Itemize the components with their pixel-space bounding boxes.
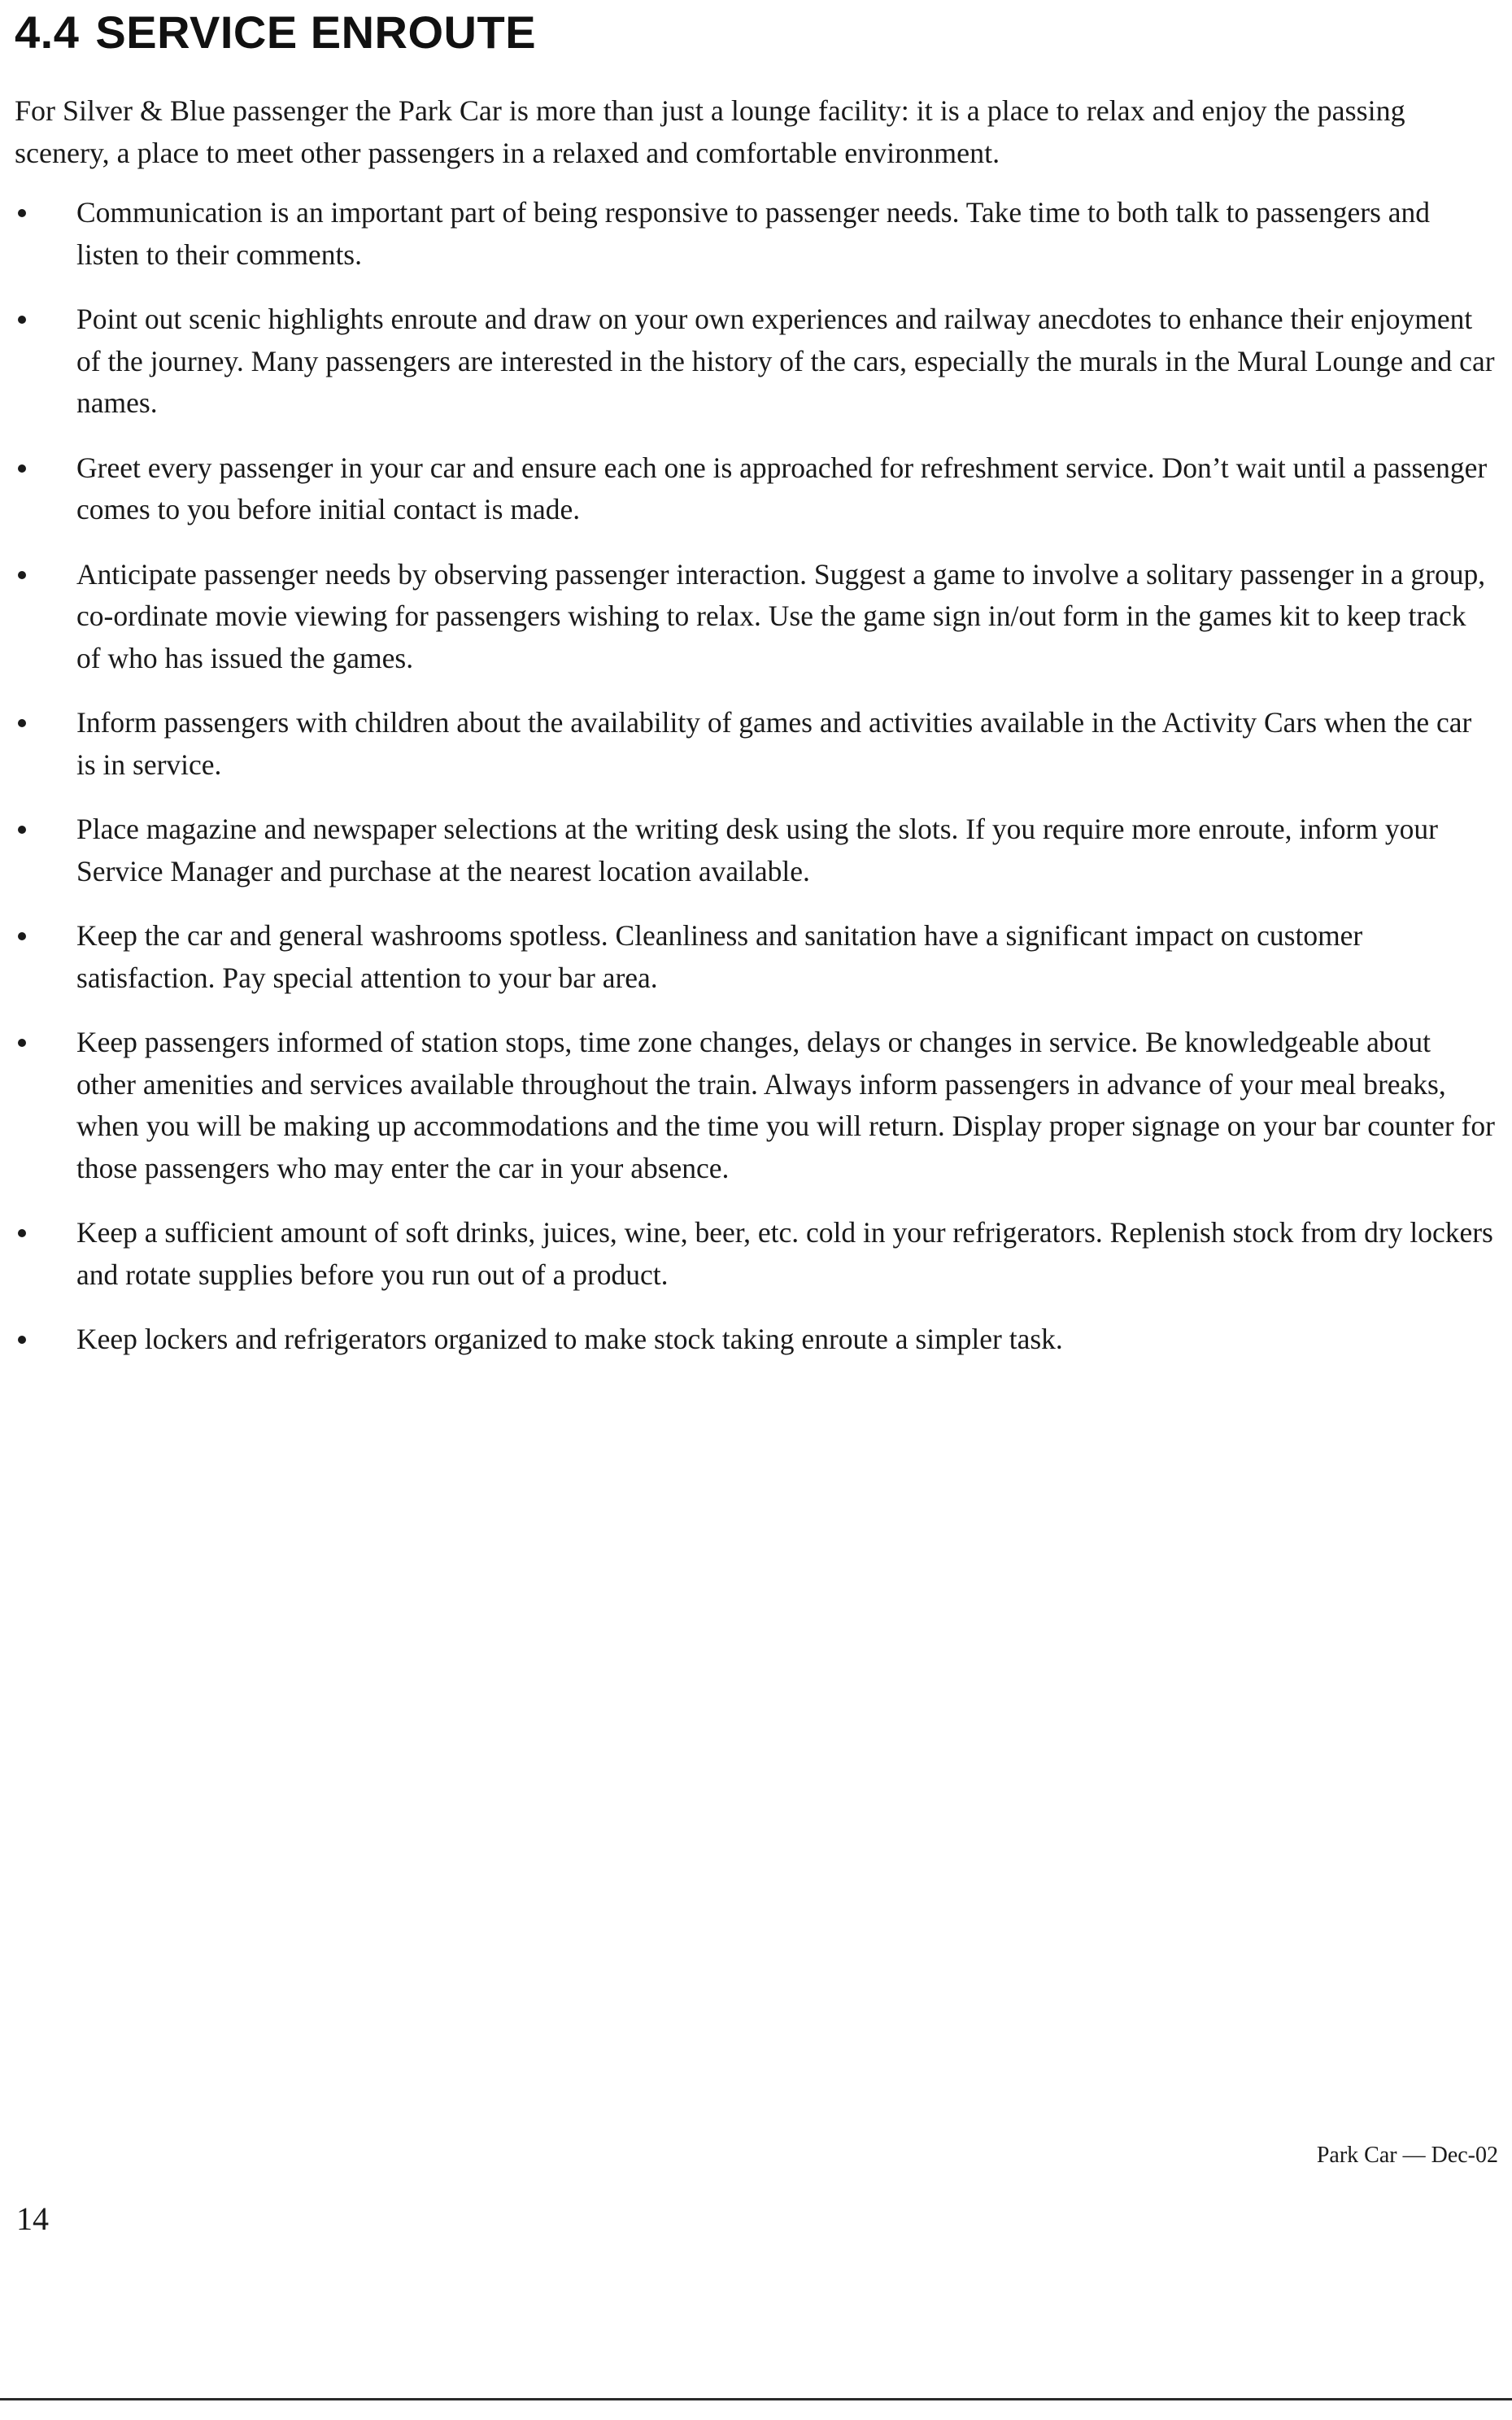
list-item-text: Communication is an important part of being responsive to passenger needs. Take time to both talk to passengers and listen to their comments. (76, 196, 1431, 271)
list-item-text: Keep passengers informed of station stops, time zone changes, delays or changes in service. Be knowledgeable about other amenities and services available throughout the train. Always inform passengers in advance of your meal breaks, when you will be making up accommodations and the time you will return. Display proper signage on your bar counter for those passengers who may enter the car in your absence. (76, 1026, 1496, 1184)
list-item (0, 1212, 1496, 1296)
bullet-icon (18, 464, 26, 473)
list-item-text: Inform passengers with children about the availability of games and activities available in the Activity Cars when the car is in service. (76, 706, 1472, 781)
page-number: 14 (16, 2200, 49, 2237)
bullet-icon (18, 209, 26, 217)
list-item-text: Anticipate passenger needs by observing passenger interaction. Suggest a game to involve a solitary passenger in a group, co-ordinate movie viewing for passengers wishing to relax. Use the game sign in/out form in the games kit to keep track of who has issued the games. (76, 557, 1486, 674)
footer-label: Park Car — Dec-02 (1316, 2143, 1498, 2168)
list-item (0, 1319, 1496, 1361)
list-item (0, 299, 1496, 425)
list-item-text: Keep the car and general washrooms spotless. Cleanliness and sanitation have a significant impact on customer satisfaction. Pay special attention to your bar area. (76, 919, 1363, 994)
list-item (0, 809, 1496, 892)
list-item-text: Keep a sufficient amount of soft drinks, juices, wine, beer, etc. cold in your refrigerators. Replenish stock from dry lockers and rotate supplies before you run out of a product. (76, 1216, 1493, 1291)
bullet-list (0, 192, 1512, 1384)
bullet-icon (18, 932, 26, 940)
list-item-text: Keep lockers and refrigerators organized to make stock taking enroute a simpler task. (76, 1323, 1063, 1355)
bottom-divider (0, 2398, 1512, 2400)
bullet-icon (18, 826, 26, 834)
list-item-text: Place magazine and newspaper selections at the writing desk using the slots. If you require more enroute, inform your Service Manager and purchase at the nearest location available. (76, 813, 1438, 887)
list-item (0, 702, 1496, 786)
bullet-icon (18, 1039, 26, 1047)
bullet-icon (18, 316, 26, 324)
list-item (0, 1022, 1496, 1189)
list-item (0, 554, 1496, 680)
list-item (0, 447, 1496, 531)
list-item-text: Point out scenic highlights enroute and draw on your own experiences and railway anecdotes to enhance their enjoyment of the journey. Many passengers are interested in the history of the cars, especially the murals in the Mural Lounge and car names. (76, 303, 1495, 419)
intro-paragraph: For Silver & Blue passenger the Park Car is more than just a lounge facility: it is a place to relax and enjoy the passing scenery, a place to meet other passengers in a relaxed and comfortable environment. (15, 94, 1405, 169)
section-heading (15, 2, 536, 63)
list-item (0, 192, 1496, 276)
bullet-icon (18, 719, 26, 727)
list-item-text: Greet every passenger in your car and ensure each one is approached for refreshment service. Don’t wait until a passenger comes to you before initial contact is made. (76, 451, 1488, 525)
bullet-icon (18, 571, 26, 579)
section-title: SERVICE ENROUTE (95, 7, 537, 58)
list-item (0, 915, 1496, 999)
section-number: 4.4 (15, 7, 80, 58)
bullet-icon (18, 1336, 26, 1344)
bullet-icon (18, 1229, 26, 1237)
